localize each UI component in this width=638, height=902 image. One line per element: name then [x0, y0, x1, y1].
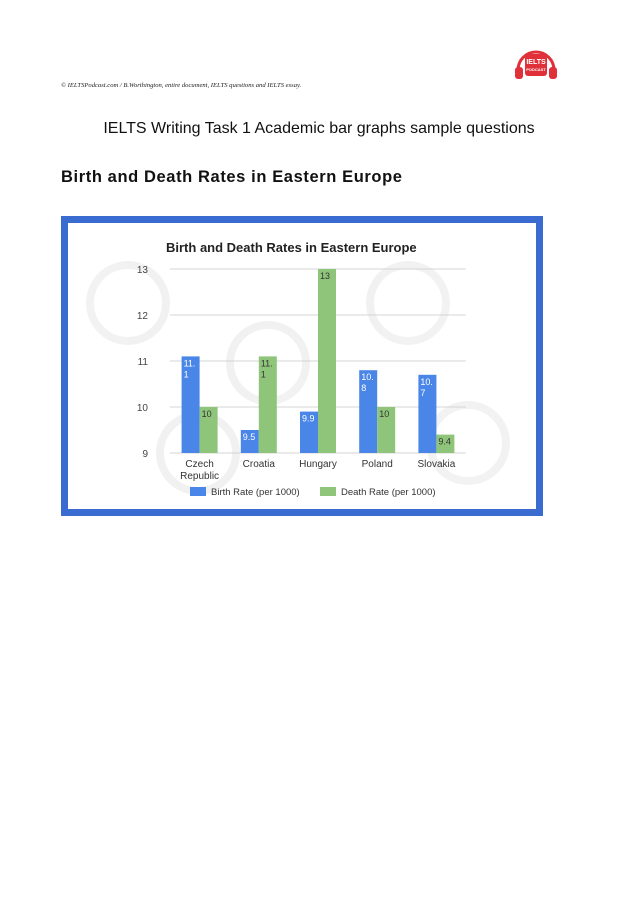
data-label: 7 — [420, 387, 426, 398]
y-tick-label: 9 — [142, 449, 148, 460]
ielts-podcast-logo — [512, 44, 560, 84]
bar-chart — [68, 223, 536, 509]
legend-label: Birth Rate (per 1000) — [211, 487, 300, 498]
headphones-logo-icon — [512, 44, 560, 84]
logo-text-top: IELTS — [526, 59, 546, 66]
data-label: 10 — [201, 409, 212, 419]
data-label: 1 — [260, 369, 266, 380]
watermark-layer — [90, 265, 506, 491]
chart-title: Birth and Death Rates in Eastern Europe — [166, 240, 417, 255]
legend-swatch — [320, 487, 336, 496]
x-tick-label: Czech — [185, 459, 214, 470]
chart-panel — [68, 223, 536, 509]
data-label: 8 — [361, 383, 367, 394]
x-tick-label: Croatia — [242, 459, 275, 470]
data-label: 11. — [260, 358, 273, 369]
document-heading: IELTS Writing Task 1 Academic bar graphs sample questions — [103, 120, 535, 137]
data-label: 11. — [183, 358, 196, 369]
data-label: 9.5 — [242, 432, 256, 442]
y-tick-label: 10 — [136, 403, 148, 414]
x-tick-label: Hungary — [299, 459, 337, 470]
y-tick-label: 11 — [137, 357, 148, 368]
logo-text-bottom: PODCAST — [526, 67, 546, 72]
data-label: 10. — [420, 376, 433, 387]
data-label: 10 — [379, 409, 390, 419]
data-label: 13 — [320, 271, 331, 281]
y-tick-label: 13 — [136, 265, 148, 276]
data-label: 9.4 — [438, 436, 451, 447]
legend-label: Death Rate (per 1000) — [341, 487, 436, 498]
bar-death — [318, 269, 336, 453]
data-label: 10. — [361, 372, 374, 383]
data-label: 9.9 — [302, 413, 315, 424]
x-tick-label: Poland — [361, 459, 393, 470]
copyright-note: © IELTSPodcast.com / B.Worthington, entire document, IELTS questions and IELTS essay. — [61, 82, 302, 89]
chart-frame — [61, 216, 543, 516]
section-title: Birth and Death Rates in Eastern Europe — [61, 168, 403, 186]
x-tick-label: Slovakia — [417, 459, 456, 470]
y-tick-label: 12 — [136, 311, 148, 322]
x-tick-label: Republic — [180, 471, 220, 482]
legend-swatch — [190, 487, 206, 496]
data-label: 1 — [183, 369, 189, 380]
